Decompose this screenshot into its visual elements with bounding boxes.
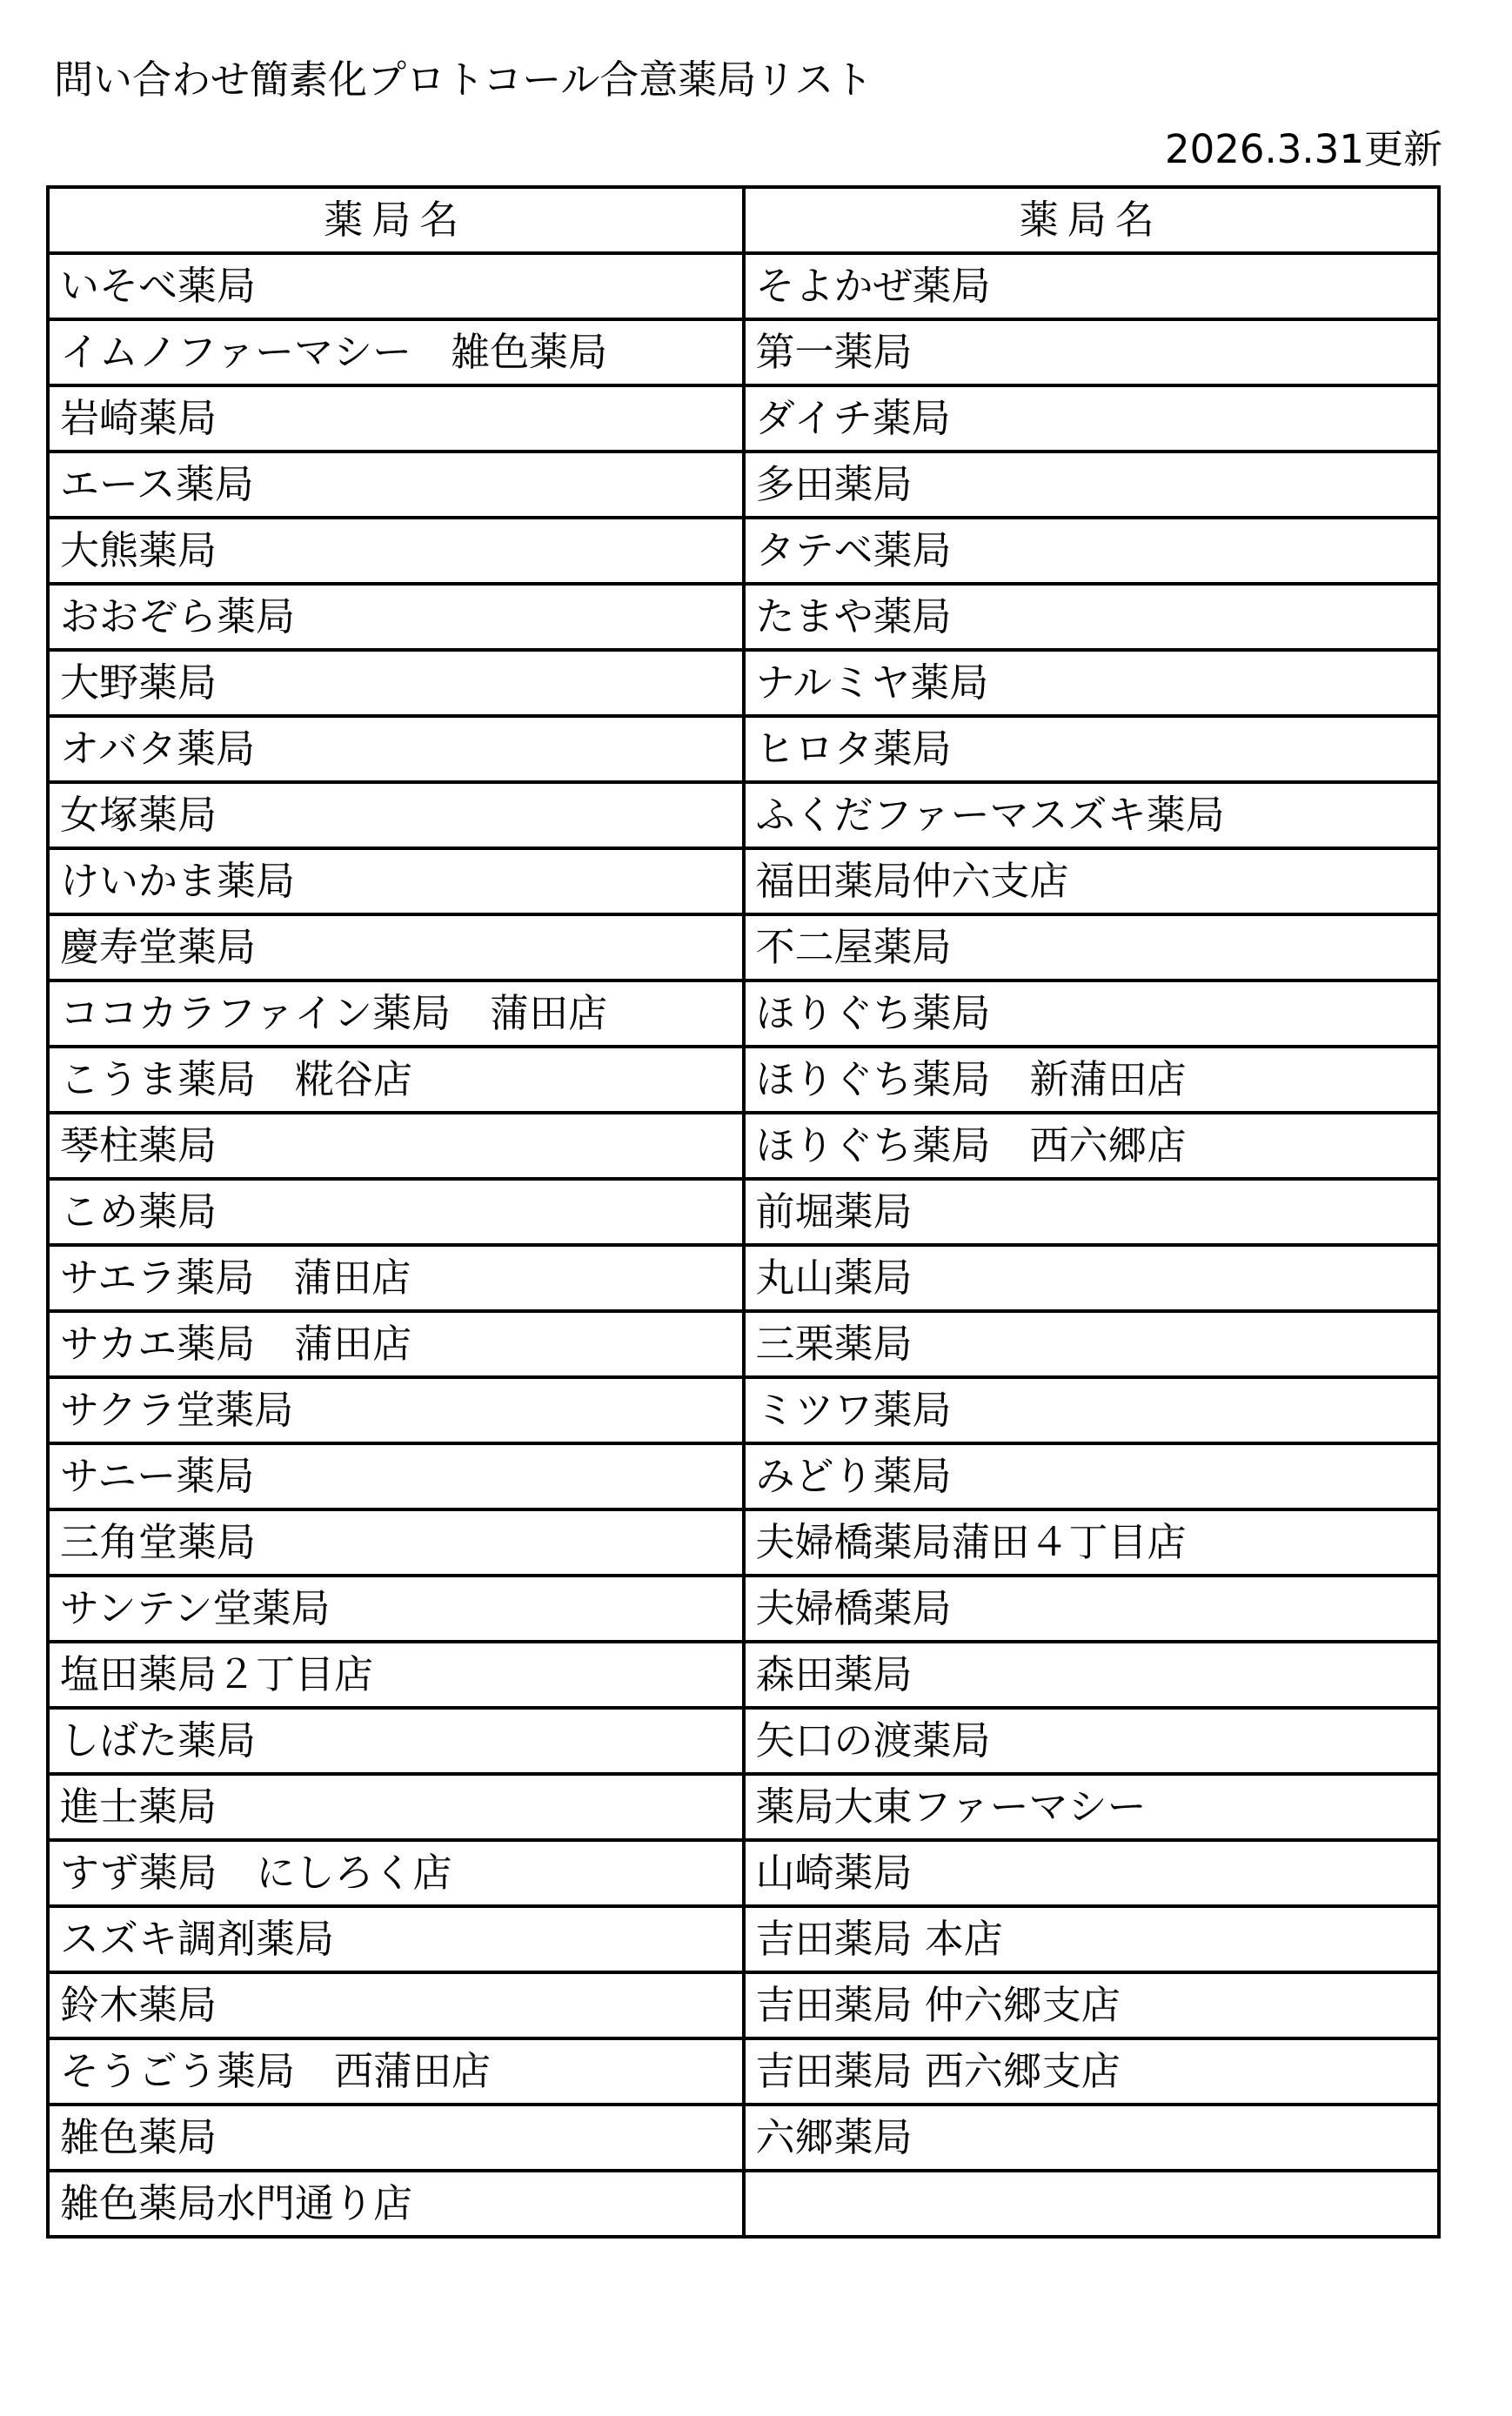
table-row [48,1245,1439,1311]
pharmacy-name-right: 吉田薬局 本店 [744,1906,1440,1972]
pharmacy-name-right: みどり薬局 [744,1443,1440,1509]
pharmacy-name-left: そうごう薬局 西蒲田店 [48,2038,744,2105]
pharmacy-name-right: 福田薬局仲六支店 [744,848,1440,914]
pharmacy-name-right: ダイチ薬局 [744,385,1440,452]
pharmacy-name-left: サカエ薬局 蒲田店 [48,1311,744,1377]
table-row [48,1443,1439,1509]
pharmacy-name-left: サニー薬局 [48,1443,744,1509]
pharmacy-name-right: ほりぐち薬局 新蒲田店 [744,1047,1440,1113]
document-title: 問い合わせ簡素化プロトコール合意薬局リスト [54,57,873,103]
pharmacy-name-right: そよかぜ薬局 [744,253,1440,319]
table-row [48,1311,1439,1377]
table-row [48,1047,1439,1113]
pharmacy-name-left: けいかま薬局 [48,848,744,914]
pharmacy-name-left: ココカラファイン薬局 蒲田店 [48,980,744,1047]
pharmacy-name-right: ヒロタ薬局 [744,716,1440,782]
update-date: 2026.3.31更新 [1164,126,1442,172]
pharmacy-name-right: タテベ薬局 [744,518,1440,584]
pharmacy-name-left: 三角堂薬局 [48,1509,744,1576]
table-row [48,1708,1439,1774]
pharmacy-name-left: 鈴木薬局 [48,1972,744,2038]
pharmacy-name-left: こうま薬局 糀谷店 [48,1047,744,1113]
pharmacy-name-left: サンテン堂薬局 [48,1576,744,1642]
pharmacy-name-right: 三栗薬局 [744,1311,1440,1377]
table-row [48,1840,1439,1906]
pharmacy-name-right: 矢口の渡薬局 [744,1708,1440,1774]
table-row [48,716,1439,782]
table-row [48,385,1439,452]
table-row [48,2171,1439,2237]
table-row [48,2105,1439,2171]
pharmacy-name-right [744,2171,1440,2237]
column-header-right: 薬局名 [744,187,1440,253]
pharmacy-name-left: 琴柱薬局 [48,1113,744,1179]
pharmacy-name-right: 前堀薬局 [744,1179,1440,1245]
pharmacy-name-right: 森田薬局 [744,1642,1440,1708]
table-row [48,650,1439,716]
pharmacy-name-right: ほりぐち薬局 [744,980,1440,1047]
table-row [48,1113,1439,1179]
table-row [48,584,1439,650]
pharmacy-name-right: 第一薬局 [744,319,1440,385]
pharmacy-name-right: 吉田薬局 西六郷支店 [744,2038,1440,2105]
pharmacy-name-left: こめ薬局 [48,1179,744,1245]
pharmacy-name-left: すず薬局 にしろく店 [48,1840,744,1906]
pharmacy-name-right: ほりぐち薬局 西六郷店 [744,1113,1440,1179]
pharmacy-name-left: 女塚薬局 [48,782,744,848]
pharmacy-name-right: 不二屋薬局 [744,914,1440,980]
pharmacy-name-right: 夫婦橋薬局蒲田４丁目店 [744,1509,1440,1576]
pharmacy-name-left: サエラ薬局 蒲田店 [48,1245,744,1311]
pharmacy-name-left: オバタ薬局 [48,716,744,782]
pharmacy-name-right: たまや薬局 [744,584,1440,650]
pharmacy-name-right: 薬局大東ファーマシー [744,1774,1440,1840]
table-row [48,1642,1439,1708]
pharmacy-name-left: エース薬局 [48,452,744,518]
pharmacy-name-left: 雑色薬局水門通り店 [48,2171,744,2237]
table-row [48,782,1439,848]
pharmacy-name-right: 丸山薬局 [744,1245,1440,1311]
column-header-left: 薬局名 [48,187,744,253]
pharmacy-name-right: 六郷薬局 [744,2105,1440,2171]
table-row [48,452,1439,518]
pharmacy-name-left: イムノファーマシー 雑色薬局 [48,319,744,385]
pharmacy-name-left: しばた薬局 [48,1708,744,1774]
pharmacy-name-right: ミツワ薬局 [744,1377,1440,1443]
table-row [48,253,1439,319]
pharmacy-name-left: サクラ堂薬局 [48,1377,744,1443]
table-body [48,253,1439,2237]
pharmacy-name-right: 夫婦橋薬局 [744,1576,1440,1642]
pharmacy-name-left: 塩田薬局２丁目店 [48,1642,744,1708]
pharmacy-name-left: 雑色薬局 [48,2105,744,2171]
table-row [48,518,1439,584]
table-row [48,1576,1439,1642]
table-row [48,1377,1439,1443]
table-header-row [48,187,1439,253]
pharmacy-name-left: おおぞら薬局 [48,584,744,650]
pharmacy-name-left: 進士薬局 [48,1774,744,1840]
table-row [48,914,1439,980]
pharmacy-name-left: 岩崎薬局 [48,385,744,452]
pharmacy-name-left: スズキ調剤薬局 [48,1906,744,1972]
pharmacy-name-right: ふくだファーマスズキ薬局 [744,782,1440,848]
pharmacy-name-left: 大熊薬局 [48,518,744,584]
pharmacy-name-left: いそべ薬局 [48,253,744,319]
pharmacy-list-table [46,185,1441,2239]
table-row [48,2038,1439,2105]
table-row [48,1906,1439,1972]
table-row [48,1972,1439,2038]
pharmacy-name-left: 慶寿堂薬局 [48,914,744,980]
pharmacy-name-right: 山崎薬局 [744,1840,1440,1906]
table-row [48,1179,1439,1245]
table-row [48,319,1439,385]
pharmacy-name-right: 吉田薬局 仲六郷支店 [744,1972,1440,2038]
pharmacy-name-right: ナルミヤ薬局 [744,650,1440,716]
table-row [48,980,1439,1047]
pharmacy-name-right: 多田薬局 [744,452,1440,518]
table-row [48,1774,1439,1840]
table-row [48,1509,1439,1576]
pharmacy-name-left: 大野薬局 [48,650,744,716]
table-row [48,848,1439,914]
